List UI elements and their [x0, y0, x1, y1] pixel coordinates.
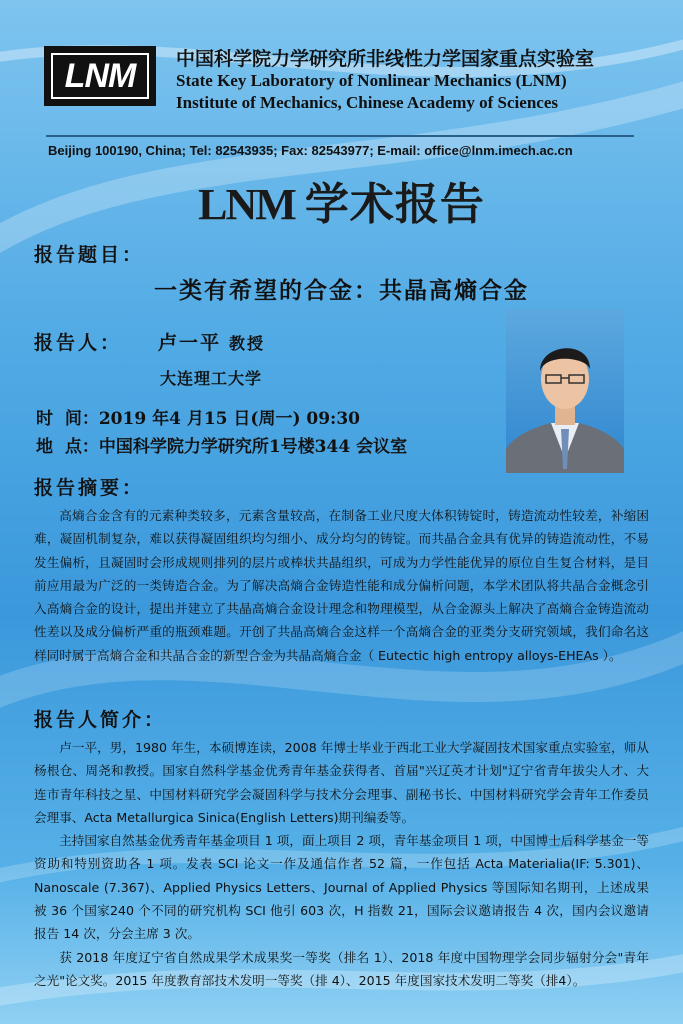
- header-divider: [46, 135, 634, 137]
- report-banner: [0, 168, 683, 232]
- abstract-label: 报告摘要：: [34, 477, 145, 499]
- speaker-label: 报告人：: [34, 332, 123, 354]
- bio-text-block: [34, 736, 649, 992]
- lab-name-chinese: 中国科学院力学研究所非线性力学国家重点实验室: [176, 48, 595, 70]
- institute-name-english: Institute of Mechanics, Chinese Academy of Sciences: [176, 93, 558, 112]
- location-label: 地 点：: [36, 437, 99, 457]
- speaker-name-line: [158, 328, 265, 355]
- location-row: [36, 432, 407, 457]
- time-value: 2019 年4 月15 日(周一) 09:30: [98, 409, 360, 429]
- lnm-logo: [44, 46, 156, 106]
- contact-info: Beijing 100190, China; Tel: 82543935; Fax: 82543977; E-mail: office@lnm.imech.ac.cn: [48, 143, 573, 158]
- lnm-logo-text: LNM: [51, 53, 149, 99]
- banner-text: 学术报告: [304, 179, 485, 230]
- talk-topic: 一类有希望的合金：共晶高熵合金: [154, 278, 529, 304]
- poster-header: [44, 44, 636, 124]
- banner-lnm: LNM: [198, 180, 295, 229]
- topic-label: 报告题目：: [34, 244, 145, 266]
- abstract-text-block: [34, 504, 649, 667]
- bio-paragraph-2: 主持国家自然基金优秀青年基金项目 1 项，面上项目 2 项，青年基金项目 1 项，中国博士后科学基金一等资助和特别资助各 1 项。发表 SCI 论文一作及通信作者 52 篇，一作包括 Acta Materialia(IF: 5.301)、Nanoscale (7.367)、Applied Physics Letters、Journal of Applied Physics 等国际知名期刊，上述成果被 36 个国家240 个不同的研究机构 SCI 他引 603 次，H 指数 21，国际会议邀请报告 4 次，国内会议邀请报告 14 次，分会主席 3 次。: [34, 833, 649, 942]
- bio-paragraph-3: 获 2018 年度辽宁省自然成果学术成果奖一等奖（排名 1）、2018 年度中国物理学会同步辐射分会"青年之光"论文奖。2015 年度教育部技术发明一等奖（排 4）、2015 年度国家技术发明二等奖（排4）。: [34, 949, 649, 988]
- lab-name-english: State Key Laboratory of Nonlinear Mechanics (LNM): [176, 71, 567, 90]
- time-label: 时 间：: [36, 409, 99, 429]
- location-value: 中国科学院力学研究所1号楼344 会议室: [98, 437, 408, 457]
- bio-label: 报告人简介：: [34, 709, 167, 731]
- bio-paragraph-1: 卢一平，男，1980 年生，本硕博连读，2008 年博士毕业于西北工业大学凝固技术国家重点实验室，师从杨根仓、周尧和教授。国家自然科学基金优秀青年基金获得者、首届"兴辽英才计划"辽宁省青年拔尖人才、大连市青年科技之星、中国材料研究学会凝固科学与技术分会理事、副秘书长、中国材料研究学会青年工作委员会理事、Acta Metallurgica Sinica(English Letters)期刊编委等。: [34, 740, 649, 825]
- abstract-paragraph: 高熵合金含有的元素种类较多，元素含量较高，在制备工业尺度大体积铸锭时，铸造流动性较差，补缩困难，凝固机制复杂，难以获得凝固组织均匀细小、成分均匀的铸锭。而共晶合金具有优异的铸造流动性，不易发生偏析，且凝固时会形成规则排列的层片或棒状共晶组织，可成为力学性能优异的原位自生复合材料，是目前应用最为广泛的一类铸造合金。为了解决高熵合金铸造性能和成分偏析问题，本学术团队将共晶合金概念引入高熵合金的设计，提出并建立了共晶高熵合金设计理念和物理模型，从合金源头上解决了高熵合金铸造流动性差以及成分偏析严重的瓶颈难题。开创了共晶高熵合金这样一个高熵合金的亚类分支研究领域，我们命名这样同时属于高熵合金和共晶合金的新型合金为共晶高熵合金（ Eutectic high entropy alloys-EHEAs ）。: [34, 508, 649, 663]
- speaker-title: 教授: [229, 334, 266, 353]
- speaker-photo: [506, 309, 624, 473]
- time-row: [36, 404, 360, 429]
- speaker-affiliation: 大连理工大学: [160, 369, 263, 388]
- speaker-name: 卢一平: [158, 332, 222, 354]
